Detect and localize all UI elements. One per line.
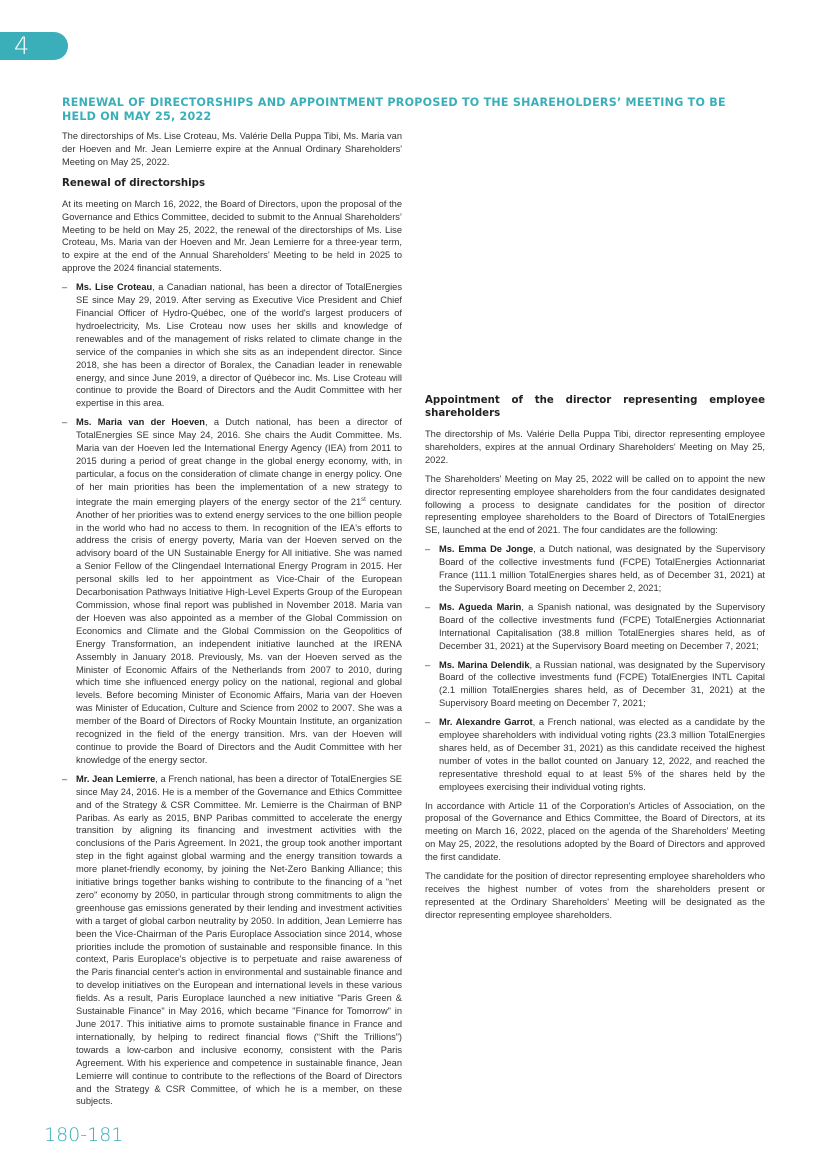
candidate-list <box>425 543 765 793</box>
director-name: Mr. Jean Lemierre <box>76 773 156 784</box>
appointment-paragraph-1: The directorship of Ms. Valérie Della Puppa Tibi, director representing employee shareholders, expires at the annual Ordinary Shareholders' Meeting on May 25, 2022. <box>425 429 765 465</box>
candidate-text: , a French national, was elected as a candidate by the employee shareholders with individual voting rights (23.3 million TotalEnergies shares held, as of December 31, 2021) as this candidate received the highest number of votes in the ballot counted on January 12, 2022, and reached the representative threshold equal to at least 5% of the shares held by the employees exercising their individual voting rights. <box>439 717 766 792</box>
candidate-text: , a Russian national, was designated by the Supervisory Board of the collective investments fund (FCPE) TotalEnergies INTL Capital (2.1 million TotalEnergies shares held, as of December 31, 2021) at the Supervisory Board meeting on December 7, 2021; <box>439 659 765 709</box>
dash-bullet: – <box>425 717 431 728</box>
dash-bullet: – <box>425 659 431 670</box>
candidate-name: Ms. Agueda Marin <box>439 601 522 612</box>
list-item <box>425 716 765 793</box>
list-item <box>62 416 402 767</box>
dash-bullet: – <box>62 773 68 784</box>
appointment-paragraph-3: In accordance with Article 11 of the Corporation's Articles of Association, on the proposal of the Governance and Ethics Committee, the Board of Directors, at its meeting on March 16, 2022, placed on the agenda of the Shareholders' Meeting on May 25, 2022, the resolutions adopted by the Board of Directors and approved the first candidate. <box>425 800 765 863</box>
candidate-name: Ms. Marina Delendik <box>439 659 530 670</box>
director-name: Ms. Lise Croteau <box>76 282 153 293</box>
dash-bullet: – <box>425 544 431 555</box>
right-column <box>425 130 765 928</box>
intro-paragraph: The directorships of Ms. Lise Croteau, Ms. Valérie Della Puppa Tibi, Ms. Maria van der Hoeven and Mr. Jean Lemierre expire at the Annual Ordinary Shareholders' Meeting on May 25, 2022. <box>62 131 402 167</box>
list-item <box>425 659 765 711</box>
renewal-paragraph: At its meeting on March 16, 2022, the Board of Directors, upon the proposal of the Governance and Ethics Committee, decided to submit to the Annual Shareholders’ Meeting to be held on May 25, 2022, the renewal of the directorships of Ms. Lise Croteau, Ms. Maria van der Hoeven and Mr. Jean Lemierre for a three-year term, to expire at the end of the Annual Shareholders’ Meeting to be held in 2025 to approve the 2024 financial statements. <box>62 198 402 274</box>
page-number: 180-181 <box>44 1124 124 1146</box>
candidate-name: Mr. Alexandre Garrot <box>439 717 533 728</box>
appointment-heading: Appointment of the director representing employee shareholders <box>425 395 765 419</box>
dash-bullet: – <box>62 282 68 293</box>
section-heading: RENEWAL OF DIRECTORSHIPS AND APPOINTMENT PROPOSED TO THE SHAREHOLDERS’ MEETING TO BE HELD ON MAY 25, 2022 <box>62 96 726 123</box>
list-item <box>62 773 402 1109</box>
appointment-paragraph-2: The Shareholders' Meeting on May 25, 2022 will be called on to appoint the new director representing employee shareholders from the four candidates designated following a process to designate candidates for the position of director representing employee shareholders to the Board of Directors of TotalEnergies SE, launched at the end of 2021. The four candidates are the following: <box>425 473 765 536</box>
list-item <box>425 543 765 595</box>
left-column <box>62 130 402 1114</box>
director-list <box>62 281 402 1108</box>
director-text: , a Canadian national, has been a director of TotalEnergies SE since May 29, 2019. After serving as Executive Vice President and Chief Financial Officer of Hydro-Québec, one of the world's largest producers of hydroelectricity, Ms. Lise Croteau now uses her skills and knowledge of renewables and of the management of risks related to climate change in the service of the companies in which she sits as an independent director. Since 2018, she has been a director of Boralex, the Canadian leader in renewable energy, and since June 2019, a director of Québecor inc. Ms. Lise Croteau will continue to provide the Board of Directors and the Audit Committee with her expertise in this area. <box>76 282 402 409</box>
renewal-heading: Renewal of directorships <box>62 177 206 189</box>
candidate-text: , a Dutch national, was designated by the Supervisory Board of the collective investments fund (FCPE) TotalEnergies Actionnariat France (111.1 million TotalEnergies shares held, as of December 31, 2021) at the Supervisory Board meeting on December 2, 2021; <box>439 544 765 593</box>
director-text: , a Dutch national, has been a director of TotalEnergies SE since May 24, 2016. She chairs the Audit Committee. Ms. Maria van der Hoeven led the International Energy Agency (IEA) from 2011 to 2015 during a period of great change in the global energy economy, with, in particular, a focus on the consideration of climate change in energy policy. One of her main priorities has been the implementation of a new strategy to integrate the main emerging players of the energy sector of the 21 <box>76 417 403 507</box>
candidate-name: Ms. Emma De Jonge <box>439 544 534 555</box>
director-text: , a French national, has been a director of TotalEnergies SE since May 24, 2016. He is a member of the Governance and Ethics Committee and of the Strategy & CSR Committee. Mr. Lemierre is the Chairman of BNP Paribas. As early as 2015, BNP Paribas committed to accelerate the energy transition by aligning its financing and investment activities with the conclusions of the Paris Agreement. In 2021, the group took another important step in the fight against global warming and the energy transition towards a more planet-friendly economy, by joining the Net-Zero Banking Alliance; this initiative brings together banks wishing to contribute to the financing of a "net zero" economy by 2050, in particular through strong commitments to align the greenhouse gas emissions generated by their lending and investment activities with a target of global carbon neutrality by 2050. In addition, Jean Lemierre has been the Vice-Chairman of the Paris Europlace Association since 2014, whose priorities include the promotion of sustainable and responsible finance. In this context, Paris Europlace's objective is to perpetuate and raise awareness of the Paris financial center's action in environmental and sustainable finance and to develop initiatives on the European and international levels in these various fields. As a result, Paris Europlace launched a new initiative "Paris Green & Sustainable Finance" in May 2016, which became "Finance for Tomorrow" in June 2017. This initiative aims to promote sustainable finance in France and internationally, by helping to redirect financial flows (“Shift the Trillions”) towards a low-carbon and inclusive economy, consistent with the Paris Agreement. With his experience and competence in sustainable finance, Jean Lemierre will continue to contribute to the reflections of the Board of Directors and the Strategy & CSR Committee, of which he is a member, on these subjects. <box>76 773 402 1107</box>
superscript: st <box>361 496 366 503</box>
chapter-tab: 4 <box>0 32 68 60</box>
director-text-continued: century. Another of her priorities was to extend energy services to the one billion people in the world who had no access to them. In recognition of the IEA's efforts to address the crisis of energy poverty, Maria van der Hoeven served on the advisory board of the UN Sustainable Energy for All initiative. She was named a Senior Fellow of the Clingendael International Energy Program in 2015. Her personal skills led to her appointment as Vice-Chair of the European Decarbonisation Pathways Initiative High-Level Experts Group of the European Commission, whose final report was published in November 2018. Maria van der Hoeven was also appointed as a member of the Global Commission on Economics and Climate and the Global Commission on the Geopolitics of Energy Transformation, an independent initiative launched at the IRENA Assembly in January 2018. Previously, Ms. van der Hoeven served as the Minister of Economic Affairs of the Netherlands from 2007 to 2010, during which time she influenced energy policy on the national, regional and global levels. Before becoming Minister of Economic Affairs, Maria van der Hoeven was Minister of Education, Culture and Science from 2002 to 2007. She was a member of the Board of Directors of Rocky Mountain Institute, an organization recognized in the field of the energy transition. Mrs. van der Hoeven will continue to provide the Board of Directors and the Audit Committee with her knowledge of the energy sector. <box>76 496 402 765</box>
list-item <box>425 601 765 653</box>
list-item <box>62 281 402 410</box>
dash-bullet: – <box>62 417 68 428</box>
candidate-text: , a Spanish national, was designated by the Supervisory Board of the collective investments fund (FCPE) TotalEnergies Actionnariat International Capitalisation (38.8 million TotalEnergies shares held, as of December 31, 2021) at the Supervisory Board meeting on December 7, 2021; <box>439 601 765 651</box>
dash-bullet: – <box>425 601 431 612</box>
appointment-paragraph-4: The candidate for the position of director representing employee shareholders who receives the highest number of votes from the shareholders present or represented at the Ordinary Shareholders' Meeting will be designated as the director representing employee shareholders. <box>425 871 765 920</box>
director-name: Ms. Maria van der Hoeven <box>76 417 205 428</box>
